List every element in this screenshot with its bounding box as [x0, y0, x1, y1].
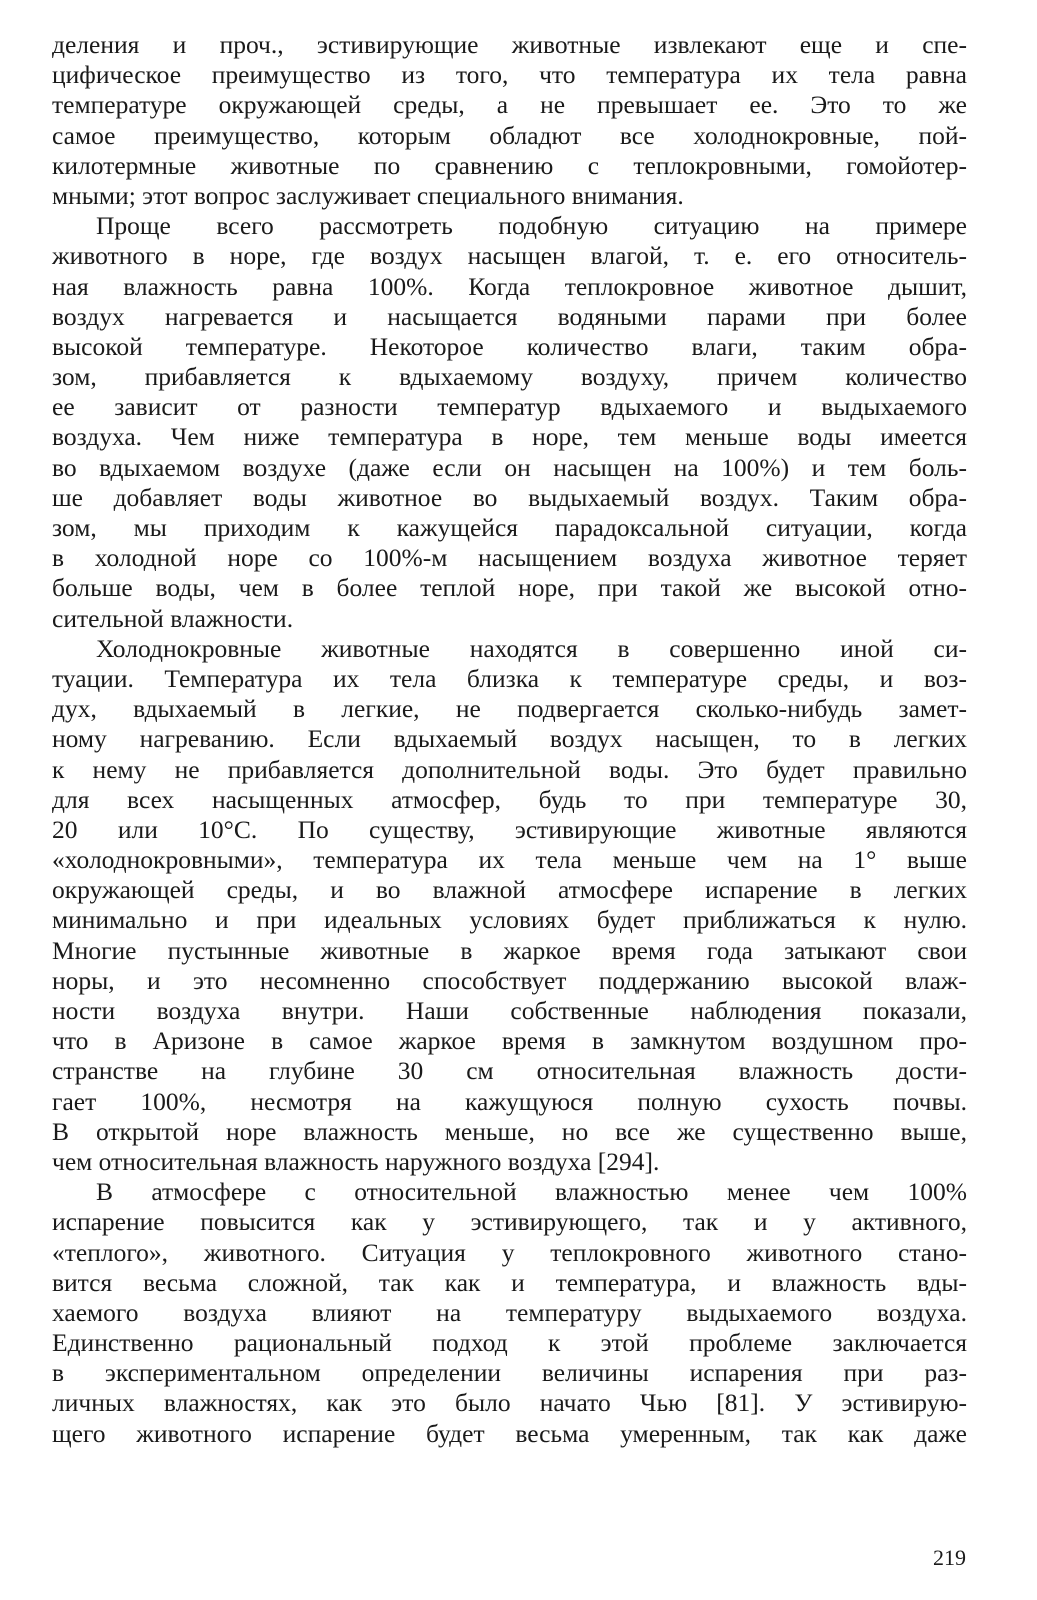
text-line: ее зависит от разности температур вдыхаемого и выдыхаемого: [52, 392, 967, 422]
page-number: 219: [933, 1545, 966, 1570]
text-line: воздуха. Чем ниже температура в норе, тем меньше воды имеется: [52, 422, 967, 452]
text-line: В открытой норе влажность меньше, но все же существенно выше,: [52, 1116, 967, 1146]
text-line: килотермные животные по сравнению с теплокровными, гомойотер-: [52, 150, 967, 180]
text-line: Холоднокровные животные находятся в совершенно иной си-: [96, 633, 967, 663]
text-line: хаемого воздуха влияют на температуру выдыхаемого воздуха.: [52, 1297, 967, 1327]
text-line: В атмосфере с относительной влажностью менее чем 100%: [96, 1177, 967, 1207]
text-line: сительной влажности.: [52, 603, 294, 633]
text-line: в холодной норе со 100%-м насыщением воздуха животное теряет: [52, 543, 967, 573]
paragraph-4: [52, 1177, 967, 1449]
text-line: во вдыхаемом воздухе (даже если он насыщен на 100%) и тем боль-: [52, 452, 967, 482]
text-line: «теплого», животного. Ситуация у теплокровного животного стано-: [52, 1237, 967, 1267]
text-line: окружающей среды, и во влажной атмосфере испарение в легких: [52, 875, 967, 905]
text-line: зом, прибавляется к вдыхаемому воздуху, причем количество: [52, 362, 967, 392]
text-line: странстве на глубине 30 см относительная влажность дости-: [52, 1056, 967, 1086]
text-line: вится весьма сложной, так как и температура, и влажность вды-: [52, 1267, 967, 1297]
text-line: Проще всего рассмотреть подобную ситуацию на примере: [96, 211, 967, 241]
text-line: испарение повысится как у эстивирующего, так и у активного,: [52, 1207, 967, 1237]
text-line: гает 100%, несмотря на кажущуюся полную сухость почвы.: [52, 1086, 967, 1116]
text-line: цифическое преимущество из того, что температура их тела равна: [52, 60, 967, 90]
text-line: ности воздуха внутри. Наши собственные наблюдения показали,: [52, 996, 967, 1025]
text-line: туации. Температура их тела близка к температуре среды, и воз-: [52, 663, 967, 693]
paragraph-3: [52, 634, 967, 1177]
text-line: температуре окружающей среды, а не превышает ее. Это то же: [52, 90, 967, 120]
text-line: к нему не прибавляется дополнительной воды. Это будет правильно: [52, 754, 967, 784]
text-line: больше воды, чем в более теплой норе, при такой же высокой отно-: [52, 573, 967, 603]
text-line: ному нагреванию. Если вдыхаемый воздух насыщен, то в легких: [52, 724, 967, 754]
text-line: Многие пустынные животные в жаркое время года затыкают свои: [52, 935, 967, 965]
text-line: для всех насыщенных атмосфер, будь то при температуре 30,: [52, 784, 967, 814]
text-line: минимально и при идеальных условиях будет приближаться к нулю.: [52, 905, 967, 935]
text-line: воздух нагревается и насыщается водяными парами при более: [52, 301, 967, 331]
text-line: «холоднокровными», температура их тела меньше чем на 1° выше: [52, 845, 967, 875]
text-line: щего животного испарение будет весьма умеренным, так как даже: [52, 1418, 967, 1448]
text-line: 20 или 10°С. По существу, эстивирующие животные являются: [52, 814, 967, 844]
paragraph-1: [52, 30, 967, 211]
text-line: деления и проч., эстивирующие животные извлекают еще и спе-: [52, 30, 967, 59]
text-line: ная влажность равна 100%. Когда теплокровное животное дышит,: [52, 271, 967, 301]
text-line: зом, мы приходим к кажущейся парадоксальной ситуации, когда: [52, 513, 967, 542]
text-line: дух, вдыхаемый в легкие, не подвергается сколько-нибудь замет-: [52, 694, 967, 724]
text-line: чем относительная влажность наружного воздуха [294].: [52, 1146, 660, 1176]
text-line: самое преимущество, которым обладют все холоднокровные, пой-: [52, 120, 967, 150]
text-line: личных влажностях, как это было начато Чью [81]. У эстивирую-: [52, 1388, 967, 1418]
text-line: в экспериментальном определении величины испарения при раз-: [52, 1358, 967, 1388]
text-line: Единственно рациональный подход к этой проблеме заключается: [52, 1328, 967, 1358]
text-line: ше добавляет воды животное во выдыхаемый воздух. Таким обра-: [52, 482, 967, 512]
text-line: мными; этот вопрос заслуживает специального внимания.: [52, 180, 684, 210]
text-line: высокой температуре. Некоторое количество влаги, таким обра-: [52, 331, 967, 361]
text-line: норы, и это несомненно способствует поддержанию высокой влаж-: [52, 965, 967, 995]
page-body: [52, 30, 967, 1449]
text-line: животного в норе, где воздух насыщен влагой, т. е. его относитель-: [52, 241, 967, 271]
paragraph-2: [52, 211, 967, 634]
text-line: что в Аризоне в самое жаркое время в замкнутом воздушном про-: [52, 1026, 967, 1056]
